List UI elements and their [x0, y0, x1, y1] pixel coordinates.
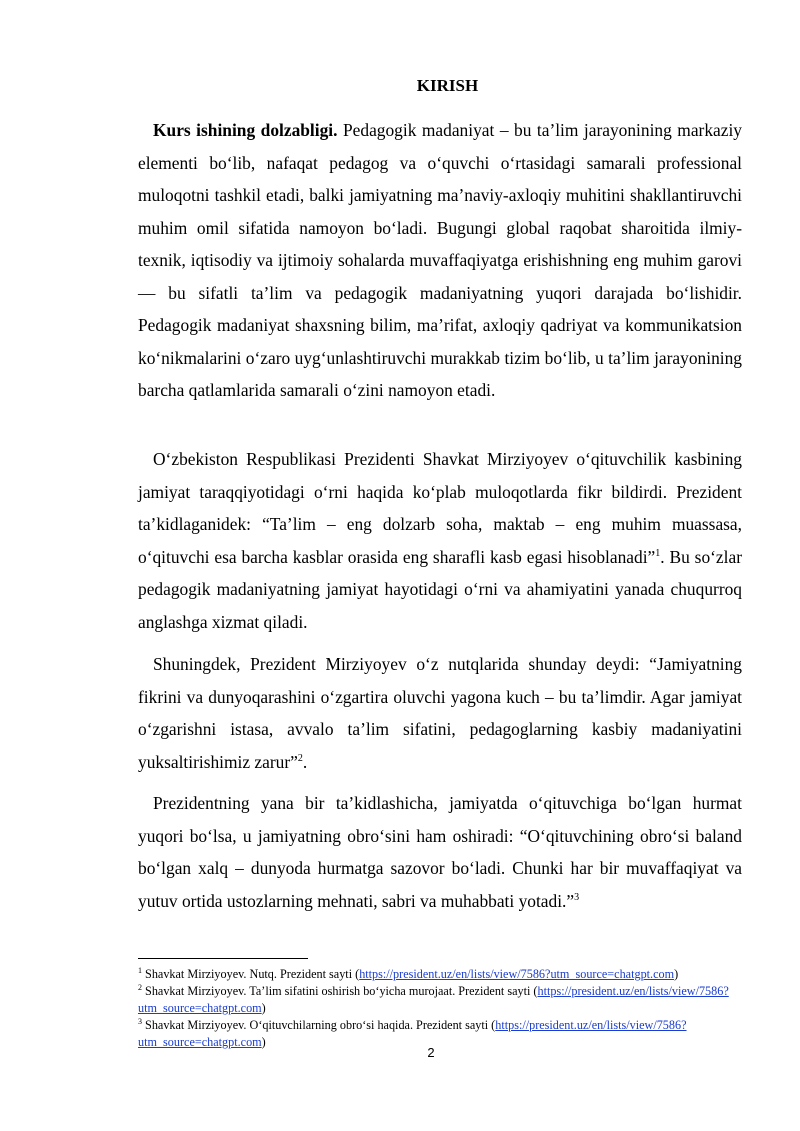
footnote-text: Shavkat Mirziyoyev. O‘qituvchilarning obro‘si haqida. Prezident sayti ( — [142, 1018, 496, 1032]
paragraph-text: Shuningdek, Prezident Mirziyoyev o‘z nutqlarida shunday deydi: “Jamiyatning fikrini va dunyoqarashini o‘zgartira oluvchi yagona kuch – bu ta’limdir. Agar jamiyat o‘zgarishni istasa, avvalo ta’lim sifatini, pedagoglarning kasbiy madaniyatini yuksaltirishimiz zarur” — [138, 654, 742, 772]
footnote-1 — [138, 966, 742, 983]
paragraph-relevance — [138, 114, 742, 407]
paragraph-text: O‘zbekiston Respublikasi Prezidenti Shavkat Mirziyoyev o‘qituvchilik kasbining jamiyat taraqqiyotidagi o‘rni haqida ko‘plab muloqotlarda fikr bildirdi. Prezident ta’kidlaganidek: “Ta’lim – eng dolzarb soha, maktab – eng muhim muassasa, o‘qituvchi esa barcha kasblar orasida eng sharafli kasb egasi hisoblanadi” — [138, 449, 742, 567]
footnote-link[interactable]: https://president.uz/en/lists/view/7586?utm_source=chatgpt.com — [138, 984, 729, 1015]
footnote-2 — [138, 983, 742, 1017]
paragraph-speech-quote — [138, 648, 742, 778]
footnote-ref[interactable]: 1 — [655, 547, 661, 559]
footnote-number: 1 — [138, 965, 142, 975]
page-number: 2 — [427, 1045, 435, 1060]
footnote-number: 2 — [138, 982, 142, 992]
footnote-text: Shavkat Mirziyoyev. Ta’lim sifatini oshirish bo‘yicha murojaat. Prezident sayti ( — [142, 984, 538, 998]
footnote-ref[interactable]: 2 — [297, 752, 303, 764]
footnote-separator — [138, 958, 308, 959]
footnote-link[interactable]: https://president.uz/en/lists/view/7586?utm_source=chatgpt.com — [138, 1018, 687, 1049]
footnote-text: Shavkat Mirziyoyev. Nutq. Prezident sayti ( — [142, 967, 360, 981]
footnote-close-paren: ) — [261, 1001, 266, 1015]
paragraph-teacher-respect — [138, 787, 742, 917]
footnote-number: 3 — [138, 1016, 142, 1026]
footnote-close-paren: ) — [261, 1035, 266, 1049]
footnote-close-paren: ) — [674, 967, 679, 981]
paragraph-text: Prezidentning yana bir ta’kidlashicha, jamiyatda o‘qituvchiga bo‘lgan hurmat yuqori bo‘lsa, u jamiyatning obro‘sini ham oshiradi: “O‘qituvchining obro‘si baland bo‘lgan xalq – dunyoda hurmatga sazovor bo‘ladi. Chunki har bir muvaffaqiyat va yutuv ortida ustozlarning mehnati, sabri va muhabbati yotadi.” — [138, 793, 742, 911]
paragraph-text: Pedagogik madaniyat – bu ta’lim jarayonining markaziy elementi bo‘lib, nafaqat pedagog va o‘quvchi o‘rtasidagi samarali professional muloqotni tashkil etadi, balki jamiyatning ma’naviy-axloqiy muhitini shakllantiruvchi muhim omil sifatida namoyon bo‘ladi. Bugungi global raqobat sharoitida ilmiy-texnik, iqtisodiy va ijtimoiy sohalarda muvaffaqiyatga erishishning eng muhim garovi — bu sifatli ta’lim va pedagogik madaniyatning yuqori darajada bo‘lishidir. Pedagogik madaniyat shaxsning bilim, ma’rifat, axloqiy qadriyat va kommunikatsion ko‘nikmalarini o‘zaro uyg‘unlashtiruvchi murakkab tizim bo‘lib, u ta’lim jarayonining barcha qatlamlarida samarali o‘zini namoyon etadi. — [138, 120, 742, 400]
footnote-ref[interactable]: 3 — [574, 891, 580, 903]
footnote-link[interactable]: https://president.uz/en/lists/view/7586?utm_source=chatgpt.com — [359, 967, 675, 981]
paragraph-lead: Kurs ishining dolzabligi. — [153, 120, 338, 140]
section-heading: KIRISH — [416, 76, 479, 95]
paragraph-text: . — [302, 751, 308, 772]
footnotes — [138, 966, 742, 1051]
paragraph-president-quote — [138, 443, 742, 638]
paragraph-text: . Bu so‘zlar pedagogik madaniyatning jamiyat hayotidagi o‘rni va ahamiyatini yanada chuqurroq anglashga xizmat qiladi. — [138, 546, 742, 632]
